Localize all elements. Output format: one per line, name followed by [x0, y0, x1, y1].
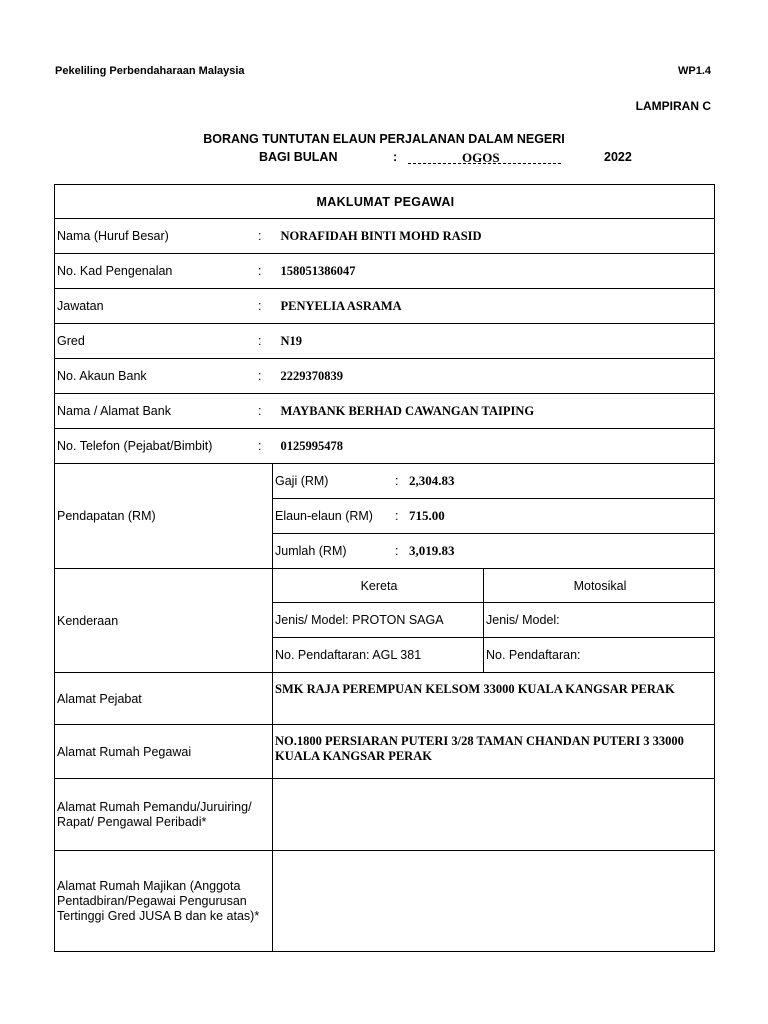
- bank-account-value[interactable]: 2229370839: [273, 359, 715, 394]
- section-heading: MAKLUMAT PEGAWAI: [55, 185, 715, 219]
- field-label: No. Akaun Bank :: [55, 359, 273, 394]
- circular-name: Pekeliling Perbendaharaan Malaysia: [55, 65, 245, 77]
- employer-address-label: Alamat Rumah Majikan (Anggota Pentadbiran/Pegawai Pengurusan Tertinggi Gred JUSA B dan ke atas)*: [55, 851, 273, 952]
- bank-name-value[interactable]: MAYBANK BERHAD CAWANGAN TAIPING: [273, 394, 715, 429]
- total-row: Jumlah (RM) : 3,019.83: [273, 534, 715, 569]
- year-value[interactable]: 2022: [604, 150, 632, 164]
- field-label: Gred :: [55, 324, 273, 359]
- field-row: [55, 254, 715, 289]
- position-value[interactable]: PENYELIA ASRAMA: [273, 289, 715, 324]
- field-row: [55, 289, 715, 324]
- employer-address-value[interactable]: [273, 851, 715, 952]
- home-address-value[interactable]: NO.1800 PERSIARAN PUTERI 3/28 TAMAN CHANDAN PUTERI 3 33000 KUALA KANGSAR PERAK: [273, 725, 715, 779]
- motorcycle-heading: Motosikal: [484, 569, 715, 603]
- field-row: [55, 219, 715, 254]
- field-label: No. Telefon (Pejabat/Bimbit) :: [55, 429, 273, 464]
- motorcycle-registration[interactable]: No. Pendaftaran:: [484, 638, 715, 673]
- driver-address-label: Alamat Rumah Pemandu/Juruiring/ Rapat/ Pengawal Peribadi*: [55, 779, 273, 851]
- salary-row: Gaji (RM) : 2,304.83: [273, 464, 715, 499]
- field-row: [55, 359, 715, 394]
- salary-label: Gaji (RM): [275, 474, 329, 488]
- field-label: Nama / Alamat Bank :: [55, 394, 273, 429]
- field-row: [55, 429, 715, 464]
- form-title: BORANG TUNTUTAN ELAUN PERJALANAN DALAM NEGERI: [203, 132, 565, 146]
- allowance-row: Elaun-elaun (RM) : 715.00: [273, 499, 715, 534]
- field-label: Jawatan :: [55, 289, 273, 324]
- month-underline: [408, 163, 561, 164]
- income-label: Pendapatan (RM): [55, 464, 273, 569]
- phone-value[interactable]: 0125995478: [273, 429, 715, 464]
- vehicle-label: Kenderaan: [55, 569, 273, 673]
- officer-info-table: [54, 184, 715, 952]
- field-label: No. Kad Pengenalan :: [55, 254, 273, 289]
- car-heading: Kereta: [273, 569, 484, 603]
- car-model[interactable]: Jenis/ Model: PROTON SAGA: [273, 603, 484, 638]
- salary-value[interactable]: 2,304.83: [409, 473, 455, 488]
- motorcycle-model[interactable]: Jenis/ Model:: [484, 603, 715, 638]
- office-address-value[interactable]: SMK RAJA PEREMPUAN KELSOM 33000 KUALA KANGSAR PERAK: [273, 673, 715, 725]
- office-address-label: Alamat Pejabat: [55, 673, 273, 725]
- home-address-label: Alamat Rumah Pegawai: [55, 725, 273, 779]
- appendix-label: LAMPIRAN C: [635, 99, 711, 113]
- total-value[interactable]: 3,019.83: [409, 543, 455, 558]
- form-code: WP1.4: [677, 65, 711, 77]
- field-label: Nama (Huruf Besar) :: [55, 219, 273, 254]
- allowance-label: Elaun-elaun (RM): [275, 509, 373, 523]
- car-registration[interactable]: No. Pendaftaran: AGL 381: [273, 638, 484, 673]
- name-value[interactable]: NORAFIDAH BINTI MOHD RASID: [273, 219, 715, 254]
- field-row: [55, 394, 715, 429]
- allowance-value[interactable]: 715.00: [409, 508, 445, 523]
- field-row: [55, 324, 715, 359]
- month-label: BAGI BULAN: [259, 150, 338, 164]
- driver-address-value[interactable]: [273, 779, 715, 851]
- ic-value[interactable]: 158051386047: [273, 254, 715, 289]
- total-label: Jumlah (RM): [275, 544, 347, 558]
- month-colon: :: [393, 150, 398, 164]
- grade-value[interactable]: N19: [273, 324, 715, 359]
- month-value[interactable]: OGOS: [462, 150, 500, 165]
